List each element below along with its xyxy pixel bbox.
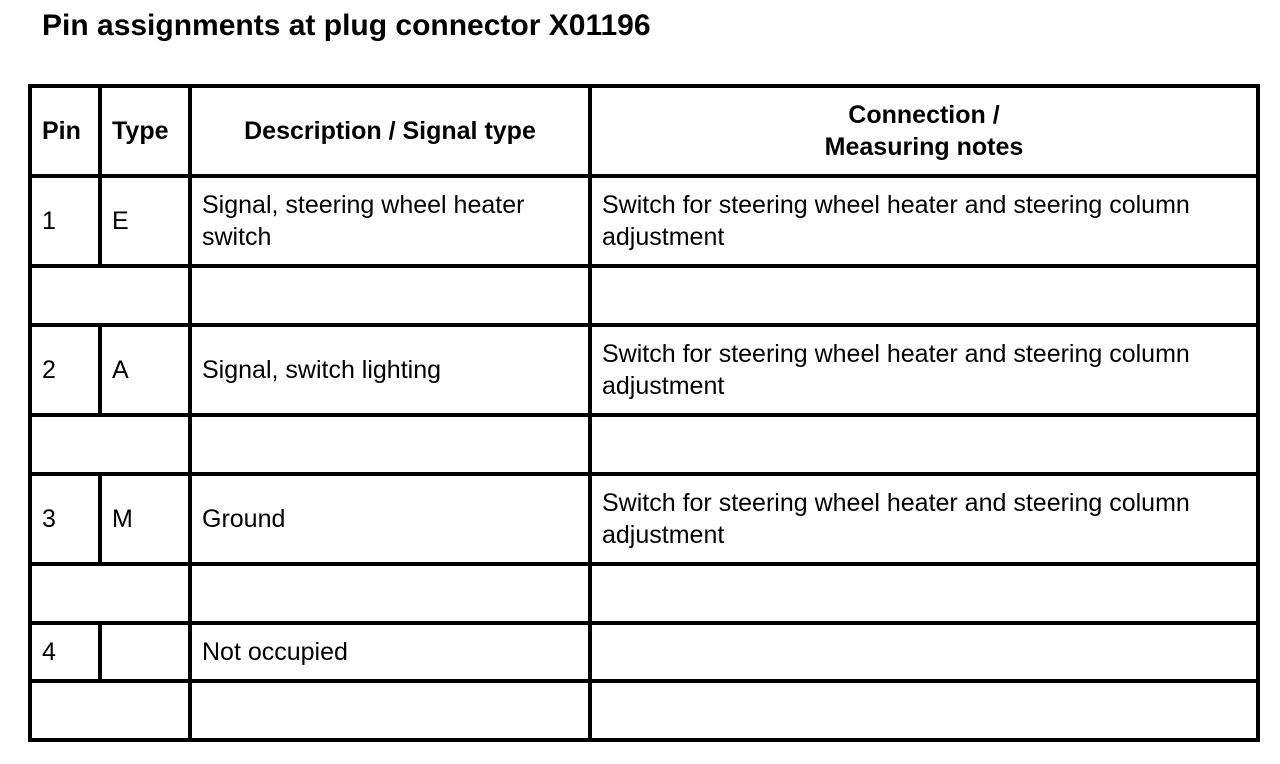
description-cell: Ground [190, 474, 590, 564]
spacer-cell [590, 266, 1258, 325]
description-cell: Not occupied [190, 623, 590, 681]
spacer-cell [30, 681, 190, 740]
spacer-cell [30, 564, 190, 623]
header-description: Description / Signal type [190, 86, 590, 176]
pin-cell: 2 [30, 325, 100, 415]
page-title: Pin assignments at plug connector X01196 [42, 9, 651, 42]
header-connection-line2: Measuring notes [824, 133, 1024, 161]
table-row [30, 623, 1258, 681]
connection-cell: Switch for steering wheel heater and steering column adjustment [590, 325, 1258, 415]
table-row [30, 325, 1258, 415]
connection-cell [590, 623, 1258, 681]
header-row [30, 86, 1258, 176]
spacer-row [30, 681, 1258, 740]
spacer-row [30, 266, 1258, 325]
pin-cell: 4 [30, 623, 100, 681]
header-pin: Pin [30, 86, 100, 176]
spacer-row [30, 564, 1258, 623]
spacer-cell [190, 681, 590, 740]
header-connection-line1: Connection / [848, 101, 1000, 129]
spacer-cell [590, 681, 1258, 740]
header-connection [590, 86, 1258, 176]
pin-cell: 1 [30, 176, 100, 266]
spacer-cell [590, 564, 1258, 623]
connection-cell: Switch for steering wheel heater and steering column adjustment [590, 176, 1258, 266]
pin-cell: 3 [30, 474, 100, 564]
spacer-cell [590, 415, 1258, 474]
type-cell: E [100, 176, 190, 266]
table-row [30, 474, 1258, 564]
pin-assignment-table [28, 84, 1260, 742]
type-cell: A [100, 325, 190, 415]
connection-cell: Switch for steering wheel heater and steering column adjustment [590, 474, 1258, 564]
description-cell: Signal, steering wheel heater switch [190, 176, 590, 266]
spacer-cell [190, 266, 590, 325]
spacer-row [30, 415, 1258, 474]
header-type: Type [100, 86, 190, 176]
type-cell: M [100, 474, 190, 564]
spacer-cell [190, 564, 590, 623]
spacer-cell [190, 415, 590, 474]
type-cell [100, 623, 190, 681]
spacer-cell [30, 266, 190, 325]
spacer-cell [30, 415, 190, 474]
table-row [30, 176, 1258, 266]
description-cell: Signal, switch lighting [190, 325, 590, 415]
